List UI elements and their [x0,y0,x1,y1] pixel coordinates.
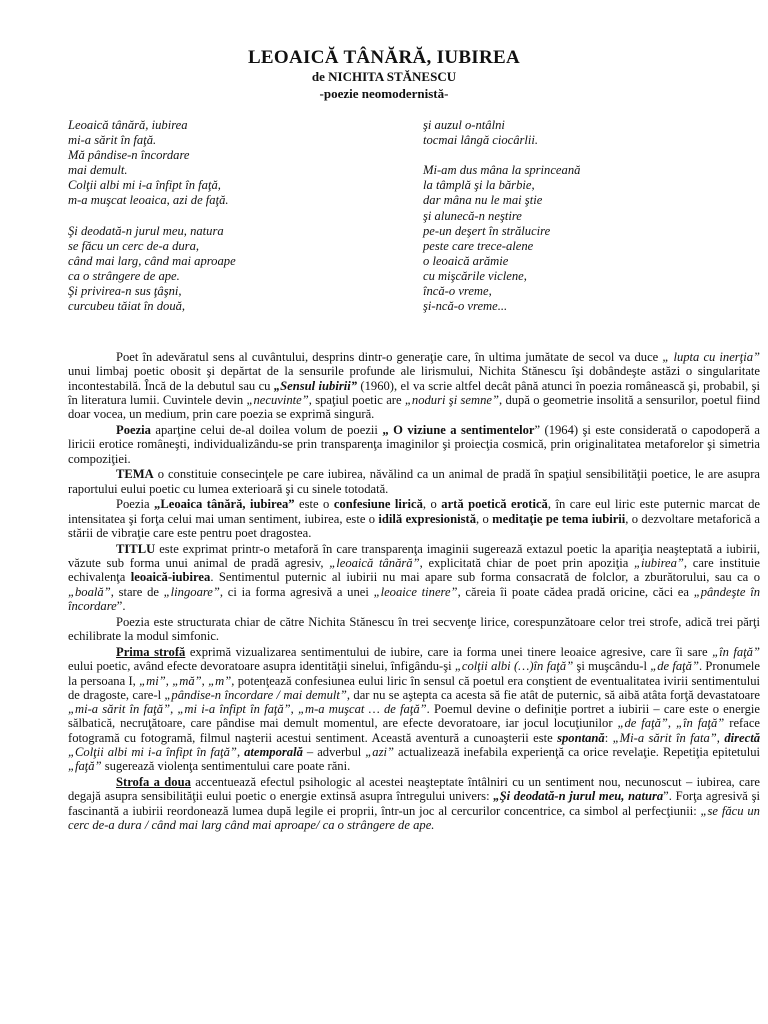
bold-run: „ O viziune a sentimentelor [382,422,535,437]
quote-run: „se făcu un cerc de-a dura / când mai larg când mai aproape/ ca o strângere de ape. [68,803,760,832]
poem-line: se făcu un cerc de-a dura, [68,238,200,253]
poem-line: ca o strângere de ape. [68,268,180,283]
text-run: . Poemul devine o definiţie portret a iubirii – care este o energie sălbatică, necruţătoare, care pândise mai demult momentul, are efecte devoratoare, iar jocul locuţiunilor [68,702,761,731]
text-run: – adverbul [302,745,366,760]
paragraph-structure [68,615,760,644]
poem-line: pe-un deşert în strălucire [423,223,551,238]
poem-title: LEOAICĂ TÂNĂRĂ, IUBIREA [247,47,521,68]
text-run: este exprimat printr-o metaforă în care transparenţa imaginii sugerează extazul poetic la apariţia neaşteptată a iubirii, văzute sub forma unui animal de pradă agresiv, [68,541,760,571]
bold-run: „Leoaica tânără, iubirea” [154,497,295,512]
quote-run: „colţii albi (…)în faţă” [454,659,574,674]
poem-line: Mă pândise-n încordare [68,148,190,163]
poem-line: cu mişcările viclene, [423,268,527,283]
text-run: , [170,702,178,717]
text-run: , [716,730,725,745]
quote-run: „azi” [365,745,395,760]
poem-line: la tâmplă şi la bărbie, [423,178,535,193]
paragraph-first-stanza [68,645,760,774]
text-run: o constituie consecinţele pe care iubirea, năvălind ca un animal de pradă în spaţiul sensibilităţii poetice, le are asupra raportului eului poetic cu lumea exterioară şi cu sinele totodată. [68,467,760,496]
bold-run: confesiune lirică [333,497,423,512]
emphasis-run [724,731,760,745]
text-run: , care instituie echivalenţa [68,556,760,585]
quote-run: „m” [208,673,232,688]
poem-line: Mi-am dus mâna la sprinceană [423,163,581,178]
emphasis-run [493,789,663,803]
bold-run: meditaţie pe tema iubirii [492,511,626,526]
text-run: , căreia îi poate cădea pradă oricine, căci ea [457,584,694,599]
text-run: , o [476,511,493,526]
bold-run: artă poetică erotică [441,497,548,512]
underlined-run: Strofa a doua [116,775,191,790]
quote-run: „de faţă” [617,716,668,731]
bold-run: TEMA [116,467,154,482]
quote-run: „mi i-a înfipt în faţă” [177,702,291,717]
quote-run: „Sensul iubirii” [273,378,358,393]
quote-run: „iubirea” [633,556,684,571]
text-run: : [604,730,613,745]
text-run: , [667,716,676,731]
text-run: , o dezvoltare metaforică a stării de vibraţie care este pentru poet dragostea. [68,511,760,541]
text-run: reface fotogramă cu fotogramă, filmul naşterii acestui sentiment. Această aventură a cunoaşterii este [68,716,761,745]
quote-run: „în faţă” [675,716,725,731]
paragraph-second-stanza [68,775,760,832]
section-heading [116,645,185,659]
text-run: , în care eul liric este puternic marcat de intensitatea şi forţa celui mai uman sentiment, iubirea, este o [68,497,761,526]
poem-line: o leoaică arămie [423,253,509,268]
quote-run: „lingoare” [163,584,220,599]
poem-right-column [423,118,580,314]
text-run: , potenţează confesiunea eului liric în sensul că poetul era conştient de eventualitatea ivirii sentimentului de dragoste, care-l [68,673,761,702]
quote-run: „mi” [139,673,166,688]
poem-left-column [68,118,236,314]
text-run: sugerează violenţa sentimentului care poate răni. [101,759,351,774]
paragraph-volume [68,423,760,466]
poem-line: mi-a sărit în faţă. [68,133,157,148]
poem-line: şi alunecă-n neştire [423,208,522,223]
bold-run: TITLU [116,541,156,556]
bold-run: idilă expresionistă [378,511,476,526]
poem-line: şi auzul o-ntâlni [423,118,505,132]
text-run: , [165,673,173,688]
text-run: , o [422,497,442,512]
quote-run: „mă” [172,673,202,688]
quote-run: „faţă” [68,759,102,774]
text-run: , stare de [110,584,164,599]
quote-run: „Colţii albi mi i-a înfipt în faţă” [68,745,237,760]
poem-author: de NICHITA STĂNESCU [311,69,457,84]
quote-run: „pândeşte în încordare [68,584,760,614]
text-run: şi muşcându-l [573,659,651,674]
poem-line: peste care trece-alene [423,238,534,253]
quote-run: „Şi deodată-n jurul meu, natura [493,789,664,804]
text-run: actualizează inefabila experienţă ca orice revelaţie. Repetiţia epitetului [394,745,760,760]
text-run: , [290,702,298,717]
quote-run: atemporală [244,745,303,760]
emphasis-run [557,731,605,745]
quote-run: „de faţă” [650,659,699,674]
poem-stanza-break [423,148,580,163]
poem-line: tocmai lângă ciocârlii. [423,133,539,148]
section-heading [116,775,191,789]
paragraph-title-analysis [68,542,760,613]
text-run: , explicitată chiar de poet prin apoziţia [419,556,634,571]
text-run: aparţine celui de-al doilea volum de poezii [150,422,383,437]
text-run: este o [294,497,334,512]
underlined-run: Prima strofă [116,644,186,659]
poem-stanza-break [68,209,236,224]
text-run: Poezia este structurata chiar de către Nichita Stănescu în trei secvenţe lirice, corespunzătoare celor trei strofe, adică trei părţi echilibrate la modul simfonic. [68,614,760,644]
text-run: , [201,673,209,688]
poem-line: Şi privirea-n sus ţâşni, [68,284,182,299]
text-run: , [236,745,245,760]
text-run: . Sentimentul puternic al iubirii nu mai apare sub forma consacrată de folclor, a zburătorului, sau ca o [210,570,760,585]
text-run: Poet în adevăratul sens al cuvântului, desprins dintr-o generaţie care, în ultima jumătate de secol va duce [116,350,663,364]
text-run: exprimă vizualizarea sentimentului de iubire, care ia forma unei tinere leoaice agresive, care îi sare [185,644,713,659]
text-run: ” (1964) şi este considerată o capodoperă a liricii erotice româneşti, individualizându-se prin transparenţa imaginilor şi proiecţia cosmică, prin originalitatea metaforelor şi simetria compoziţiei. [68,422,761,466]
poem-line: curcubeu tăiat în două, [68,299,186,314]
poem-line: când mai larg, când mai aproape [68,253,236,268]
text-run: eului poetic, având efecte devoratoare asupra identităţii sinelui, înfigându-şi [68,659,455,674]
poem-line: dar mâna nu le mai ştie [423,193,543,208]
paragraph-genre [68,497,760,540]
quote-run: spontană [557,730,605,745]
quote-run: „leoaice tinere” [373,584,458,599]
paragraph-intro [68,350,760,421]
quote-run: „m-a muşcat … de faţă” [298,702,427,717]
text-run: , ci ia forma agresivă a unei [219,584,374,599]
text-run: accentuează efectul psihologic al acestei neaşteptate întâlniri cu un sentiment nou, necunoscut – iubirea, care degajă asupra sensibilităţii eului poetic o energie extinsă asupra întregului univers: [68,775,760,804]
quote-run: „în faţă” [712,644,760,659]
bold-run: leoaică-iubirea [130,570,211,585]
quote-run: „mi-a sărit în faţă” [68,702,171,717]
quote-run: „Mi-a sărit în fata” [612,730,717,745]
text-run: ”. [116,599,126,614]
quote-run: „necuvinte” [246,392,309,407]
bold-run: Poezia [116,422,151,437]
poem-line: Şi deodată-n jurul meu, natura [68,223,224,238]
quote-run: „boală” [68,584,111,599]
text-run: unui limbaj poetic obosit şi depărtat de la sensurile profunde ale lirismului, Nichita Stănescu îşi dobândeşte astăzi o singularitate incontestabilă. Încă de la debutul sau cu [68,364,760,393]
quote-run: „leoaică tânără” [329,556,420,571]
text-run: ”. Forţa agresivă şi fascinantă a iubirii reordonează lumea după legile ei proprii, într-un joc al cercurilor concentrice, ca simbol al perfecţiunii: [68,789,760,818]
text-run: Poezia [116,497,155,512]
poem-line: m-a muşcat leoaica, azi de faţă. [68,193,229,208]
text-run: , după o geometrie insolită a sensurilor, poetul fiind doar vocea, un medium, prin care poezia se exprimă singură. [68,392,761,422]
paragraph-theme [68,467,760,496]
quote-run: directă [724,730,761,745]
poem-line: Colţii albi mi i-a înfipt în faţă, [68,178,221,193]
text-run: (1960), el va scrie altfel decât până atunci în poezia românească şi, probabil, şi în literatura lumii. Cuvintele devin [68,378,760,407]
quote-run: „noduri şi semne” [404,392,499,407]
poem-line: mai demult. [68,163,128,178]
text-run: . Pronumele la persoana I, [68,659,760,688]
quote-run: „ lupta cu inerţia” [662,350,761,364]
essay-body [68,350,760,834]
title-quote-run [274,379,357,393]
poem-genre: -poezie neomodernistă- [319,86,449,101]
quote-run: „pândise-n încordare / mai demult” [164,687,347,702]
poem-line: încă-o vreme, [423,284,492,299]
text-run: , spaţiul poetic are [308,392,405,407]
poem-line: Leoaică tânără, iubirea [68,118,188,132]
poem-line: şi-ncă-o vreme... [423,299,508,314]
text-run: , dar nu se aştepta ca acesta să fie atât de puternic, să aibă atâta forţă devastatoare [346,687,760,702]
emphasis-run [244,745,303,759]
